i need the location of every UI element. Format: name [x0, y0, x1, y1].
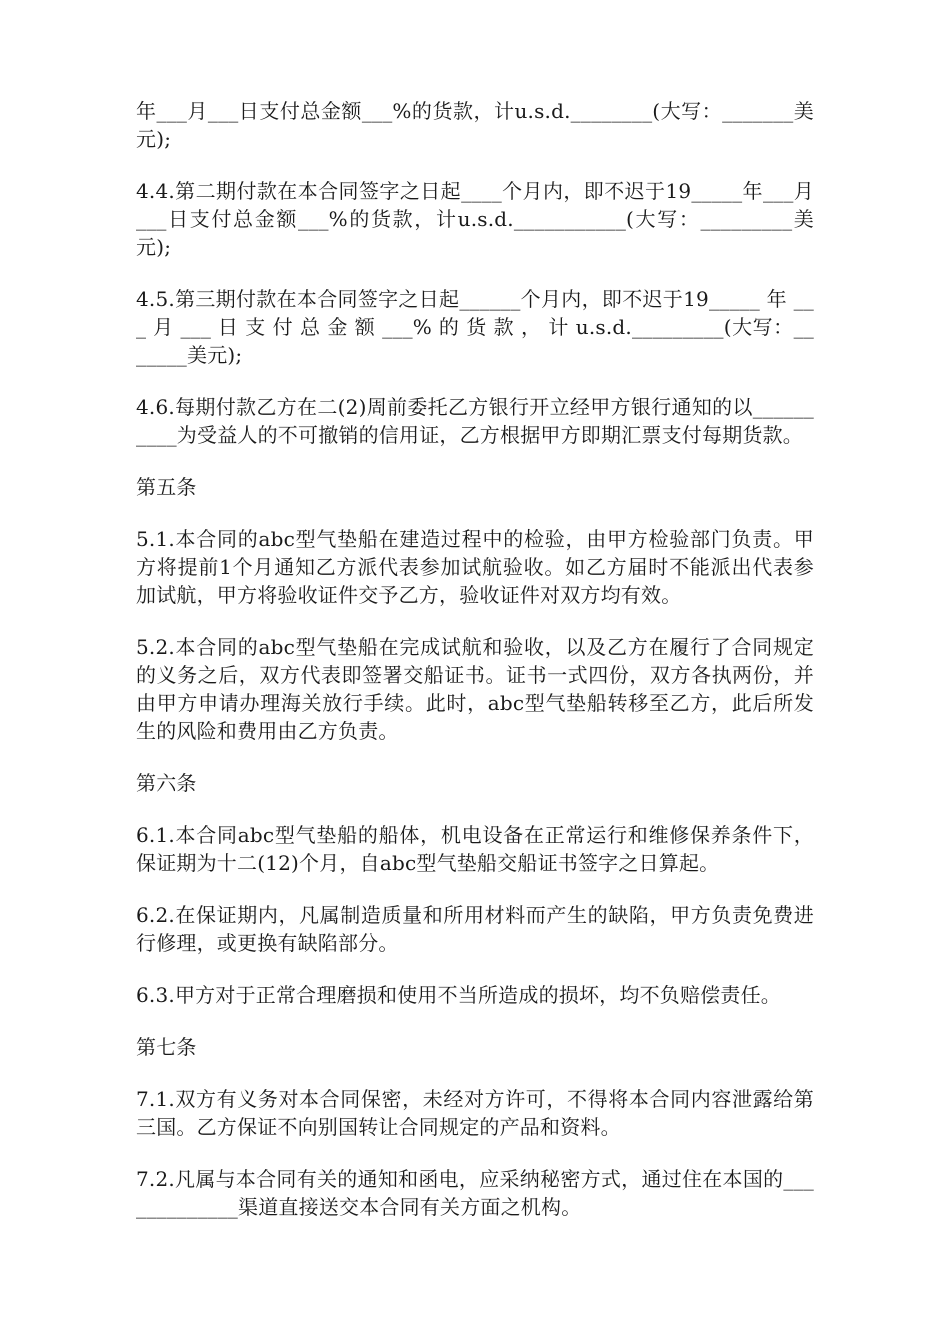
paragraph-4-4: 4.4.第二期付款在本合同签字之日起____个月内，即不迟于19_____年___月___日支付总金额___%的货款，计u.s.d.___________(大写：_________美元); [136, 179, 814, 259]
paragraph-6-1: 6.1.本合同abc型气垫船的船体，机电设备在正常运行和维修保养条件下，保证期为十二(12)个月，自abc型气垫船交船证书签字之日算起。 [136, 823, 814, 875]
paragraph-4-3-continued: 年___月___日支付总金额___%的货款，计u.s.d.________(大写：_______美元); [136, 99, 814, 151]
paragraph-4-5: 4.5.第三期付款在本合同签字之日起______个月内，即不迟于19_____ 年 ___ 月 ___ 日 支 付 总 金 额 ___% 的 货 款 ， 计 u.s.d._________(大写：_______美元); [136, 287, 814, 367]
paragraph-6-2: 6.2.在保证期内，凡属制造质量和所用材料而产生的缺陷，甲方负责免费进行修理，或更换有缺陷部分。 [136, 903, 814, 955]
paragraph-4-6: 4.6.每期付款乙方在二(2)周前委托乙方银行开立经甲方银行通知的以__________为受益人的不可撤销的信用证，乙方根据甲方即期汇票支付每期货款。 [136, 395, 814, 447]
paragraph-7-2: 7.2.凡属与本合同有关的通知和函电，应采纳秘密方式，通过住在本国的_____________渠道直接送交本合同有关方面之机构。 [136, 1167, 814, 1219]
article-7-heading: 第七条 [136, 1035, 197, 1059]
paragraph-5-2: 5.2.本合同的abc型气垫船在完成试航和验收，以及乙方在履行了合同规定的义务之后，双方代表即签署交船证书。证书一式四份，双方各执两份，并由甲方申请办理海关放行手续。此时，abc型气垫船转移至乙方，此后所发生的风险和费用由乙方负责。 [136, 635, 814, 743]
article-6-heading: 第六条 [136, 771, 197, 795]
paragraph-6-3: 6.3.甲方对于正常合理磨损和使用不当所造成的损坏，均不负赔偿责任。 [136, 983, 781, 1007]
paragraph-5-1: 5.1.本合同的abc型气垫船在建造过程中的检验，由甲方检验部门负责。甲方将提前1个月通知乙方派代表参加试航验收。如乙方届时不能派出代表参加试航，甲方将验收证件交予乙方，验收证件对双方均有效。 [136, 527, 814, 607]
paragraph-7-1: 7.1.双方有义务对本合同保密，未经对方许可，不得将本合同内容泄露给第三国。乙方保证不向别国转让合同规定的产品和资料。 [136, 1087, 814, 1139]
article-5-heading: 第五条 [136, 475, 197, 499]
